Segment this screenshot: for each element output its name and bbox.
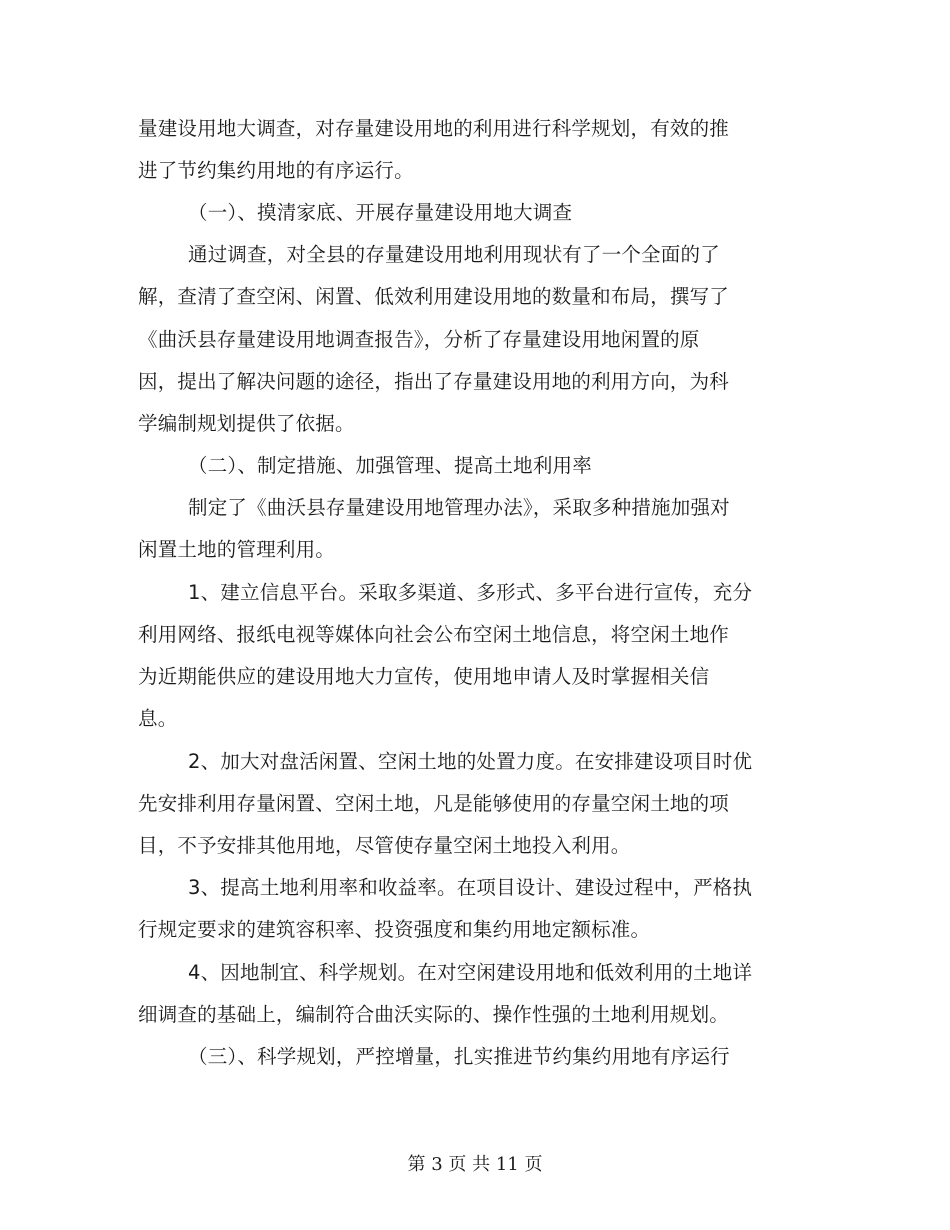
section-heading-1: （一）、摸清家底、开展存量建设用地大调查 [188, 201, 573, 224]
list-item-1: 1、建立信息平台。采取多渠道、多形式、多平台进行宣传，充分 [188, 581, 753, 604]
body-text-line: 解，查清了查空闲、闲置、低效利用建设用地的数量和布局，撰写了 [138, 285, 730, 308]
section-heading-3: （三）、科学规划，严控增量，扎实推进节约集约用地有序运行 [188, 1045, 730, 1068]
body-text-line: 为近期能供应的建设用地大力宣传，使用地申请人及时掌握相关信 [138, 665, 710, 688]
body-text-line: 先安排利用存量闲置、空闲土地，凡是能够使用的存量空闲土地的项 [138, 792, 730, 815]
body-text-line: 通过调查，对全县的存量建设用地利用现状有了一个全面的了 [188, 243, 720, 266]
list-item-2: 2、加大对盘活闲置、空闲土地的处置力度。在安排建设项目时优 [188, 750, 753, 773]
body-text-line: 学编制规划提供了依据。 [138, 412, 355, 435]
list-item-3: 3、提高土地利用率和收益率。在项目设计、建设过程中，严格执 [188, 876, 753, 899]
body-text-line: 因，提出了解决问题的途径，指出了存量建设用地的利用方向，为科 [138, 370, 730, 393]
page-number-footer: 第 3 页 共 11 页 [407, 1154, 543, 1175]
body-text-line: 《曲沃县存量建设用地调查报告》，分析了存量建设用地闲置的原 [138, 328, 700, 351]
body-text-line: 制定了《曲沃县存量建设用地管理办法》，采取多种措施加强对 [188, 496, 730, 519]
body-text-line: 息。 [138, 707, 178, 730]
body-text-line: 进了节约集约用地的有序运行。 [138, 159, 414, 182]
body-text-line: 细调查的基础上，编制符合曲沃实际的、操作性强的土地利用规划。 [138, 1003, 730, 1026]
section-heading-2: （二）、制定措施、加强管理、提高土地利用率 [188, 454, 592, 477]
body-text-line: 利用网络、报纸电视等媒体向社会公布空闲土地信息，将空闲土地作 [138, 623, 730, 646]
body-text-line: 行规定要求的建筑容积率、投资强度和集约用地定额标准。 [138, 918, 651, 941]
body-text-line: 量建设用地大调查，对存量建设用地的利用进行科学规划，有效的推 [138, 117, 730, 140]
body-text-line: 目，不予安排其他用地，尽管使存量空闲土地投入利用。 [138, 834, 631, 857]
list-item-4: 4、因地制宜、科学规划。在对空闲建设用地和低效利用的土地详 [188, 961, 753, 984]
body-text-line: 闲置土地的管理利用。 [138, 538, 336, 561]
